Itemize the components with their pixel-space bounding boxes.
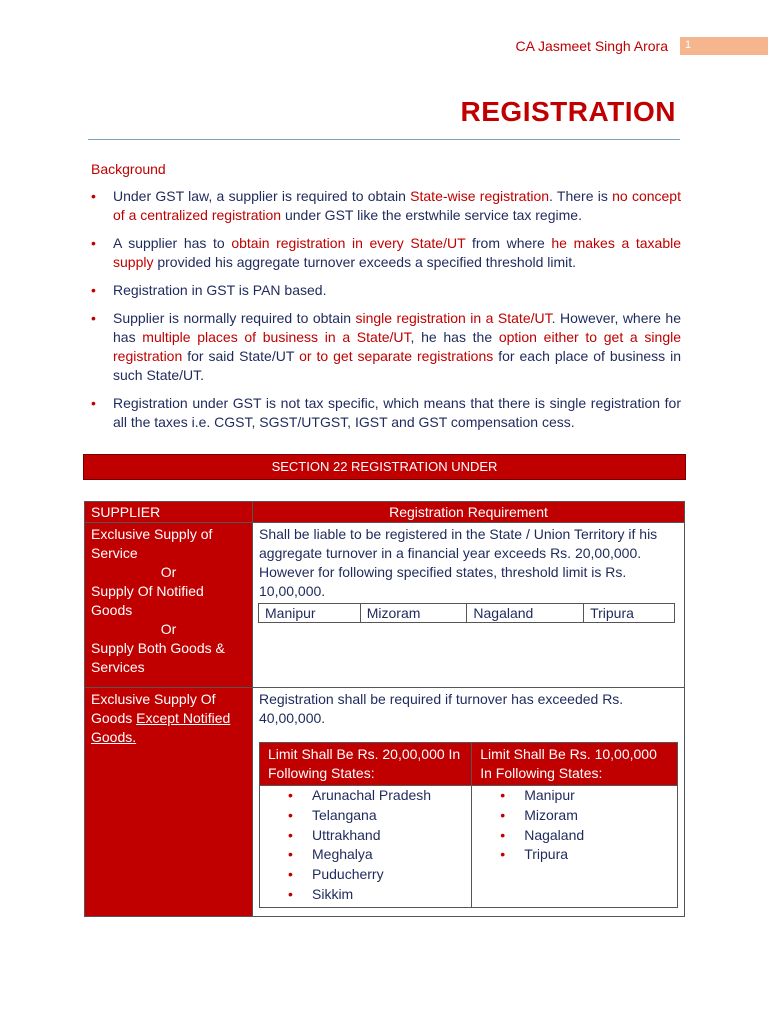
- bullet-icon: •: [500, 846, 506, 863]
- supplier-type-cell: [85, 688, 253, 917]
- list-item: • Telangana: [288, 806, 471, 826]
- bullet-icon: •: [288, 846, 293, 863]
- state-cell: Nagaland: [467, 604, 584, 623]
- bullet-text-run: option either to get a single registration: [113, 329, 682, 364]
- bullet-text-run: . However, where he has: [113, 310, 682, 345]
- requirement-text: Shall be liable to be registered in the State / Union Territory if his aggregate turnover in a financial year exceeds Rs. 20,00,000. However for following specified states, threshold limit is Rs. 10,00,000.: [259, 526, 658, 599]
- bullet-text-run: Supplier is normally required to obtain: [113, 310, 356, 326]
- list-item: • Nagaland: [500, 826, 677, 846]
- bullet-text-run: for each place of business in such State/UT.: [113, 348, 681, 383]
- limit-20-lakh-header: Limit Shall Be Rs. 20,00,000 In Following States:: [260, 743, 472, 786]
- bullet-text-run: for said State/UT: [182, 348, 300, 364]
- requirement-text: Registration shall be required if turnover has exceeded Rs. 40,00,000.: [259, 691, 624, 726]
- table-row: [85, 523, 685, 688]
- table-row: [85, 688, 685, 917]
- bullet-item: [91, 281, 681, 300]
- list-item: • Tripura: [500, 845, 677, 865]
- page-number: 1: [685, 39, 692, 51]
- bullet-icon: •: [91, 188, 96, 204]
- or-separator: Or: [160, 564, 177, 580]
- bullet-icon: •: [288, 885, 293, 902]
- bullet-text-run: Under GST law, a supplier is required to obtain: [113, 188, 411, 204]
- specified-states-table: [258, 603, 675, 623]
- bullet-icon: •: [288, 806, 293, 823]
- list-item: • Meghalya: [288, 845, 471, 865]
- bullet-text-run: Registration under GST is not tax specific, which means that there is single registration for all the taxes i.e. CGST, SGST/UTGST, IGST and GST compensation cess.: [113, 395, 681, 430]
- requirement-cell: [253, 523, 685, 688]
- supplier-type-line: Supply Of Notified Goods: [91, 583, 204, 618]
- state-list: [472, 786, 677, 867]
- supplier-type-underlined: Except Notified Goods.: [91, 710, 231, 745]
- requirement-column-header: Registration Requirement: [253, 502, 685, 523]
- bullet-icon: •: [91, 282, 96, 298]
- bullet-text-run: . There is: [549, 188, 613, 204]
- bullet-item: [91, 187, 681, 225]
- bullet-icon: •: [500, 826, 506, 843]
- bullet-text-run: multiple places of business in a State/UT: [142, 329, 411, 345]
- bullet-text-run: single registration in a State/UT: [355, 310, 552, 326]
- bullet-icon: •: [288, 866, 293, 883]
- requirement-cell: [253, 688, 685, 917]
- bullet-icon: •: [500, 806, 506, 823]
- bullet-text-run: under GST like the erstwhile service tax regime.: [281, 207, 582, 223]
- supplier-type-line: Exclusive Supply of Service: [91, 526, 213, 561]
- background-bullet-list: [91, 187, 681, 441]
- bullet-text-run: State-wise registration: [410, 188, 550, 204]
- states-row: [259, 604, 675, 623]
- list-item: • Arunachal Pradesh: [288, 786, 471, 806]
- supplier-type-line: Exclusive Supply Of Goods: [91, 691, 216, 726]
- limits-header-row: [260, 743, 678, 786]
- bullet-text-run: from where: [465, 235, 552, 251]
- supplier-type-cell: [85, 523, 253, 688]
- bullet-text-run: obtain registration in every State/UT: [231, 235, 466, 251]
- table-header-row: [85, 502, 685, 523]
- bullet-icon: •: [91, 310, 96, 326]
- bullet-item: [91, 234, 681, 272]
- header-author: CA Jasmeet Singh Arora: [515, 38, 668, 54]
- bullet-text-run: Registration in GST is PAN based.: [113, 282, 327, 298]
- bullet-item: [91, 309, 681, 385]
- bullet-icon: •: [91, 235, 96, 251]
- bullet-text-run: provided his aggregate turnover exceeds a specified threshold limit.: [153, 254, 577, 270]
- title-divider: [88, 139, 680, 140]
- list-item: • Uttrakhand: [288, 826, 471, 846]
- bullet-text-run: A supplier has to: [113, 235, 232, 251]
- bullet-icon: •: [288, 787, 293, 803]
- list-item: • Puducherry: [288, 865, 471, 885]
- list-item: • Manipur: [500, 786, 677, 806]
- supplier-column-header: SUPPLIER: [85, 502, 253, 523]
- limit-10-lakh-header: Limit Shall Be Rs. 10,00,000 In Following States:: [472, 743, 678, 786]
- state-list: [260, 786, 471, 907]
- bullet-item: [91, 394, 681, 432]
- background-heading: Background: [91, 161, 166, 177]
- bullet-text-run: or to get separate registrations: [299, 348, 494, 364]
- bullet-icon: •: [288, 826, 293, 843]
- limits-states-row: [260, 786, 678, 908]
- bullet-text-run: no concept of a centralized registration: [113, 188, 681, 223]
- or-separator: Or: [160, 621, 177, 637]
- supplier-type-line: Supply Both Goods & Services: [91, 640, 225, 675]
- limit-20-lakh-states: [260, 786, 472, 908]
- bullet-text-run: , he has the: [410, 329, 499, 345]
- limit-10-lakh-states: [472, 786, 678, 908]
- page-number-tab: [679, 37, 768, 55]
- state-cell: Manipur: [259, 604, 361, 623]
- page-title: REGISTRATION: [460, 96, 676, 127]
- registration-table: [84, 501, 685, 917]
- list-item: • Mizoram: [500, 806, 677, 826]
- bullet-icon: •: [500, 787, 506, 803]
- threshold-limits-table: [259, 742, 678, 908]
- state-cell: Mizoram: [360, 604, 467, 623]
- bullet-icon: •: [91, 395, 96, 411]
- bullet-text-run: he makes a taxable supply: [113, 235, 682, 270]
- list-item: • Sikkim: [288, 885, 471, 905]
- state-cell: Tripura: [584, 604, 675, 623]
- section-header-bar: SECTION 22 REGISTRATION UNDER: [83, 454, 686, 480]
